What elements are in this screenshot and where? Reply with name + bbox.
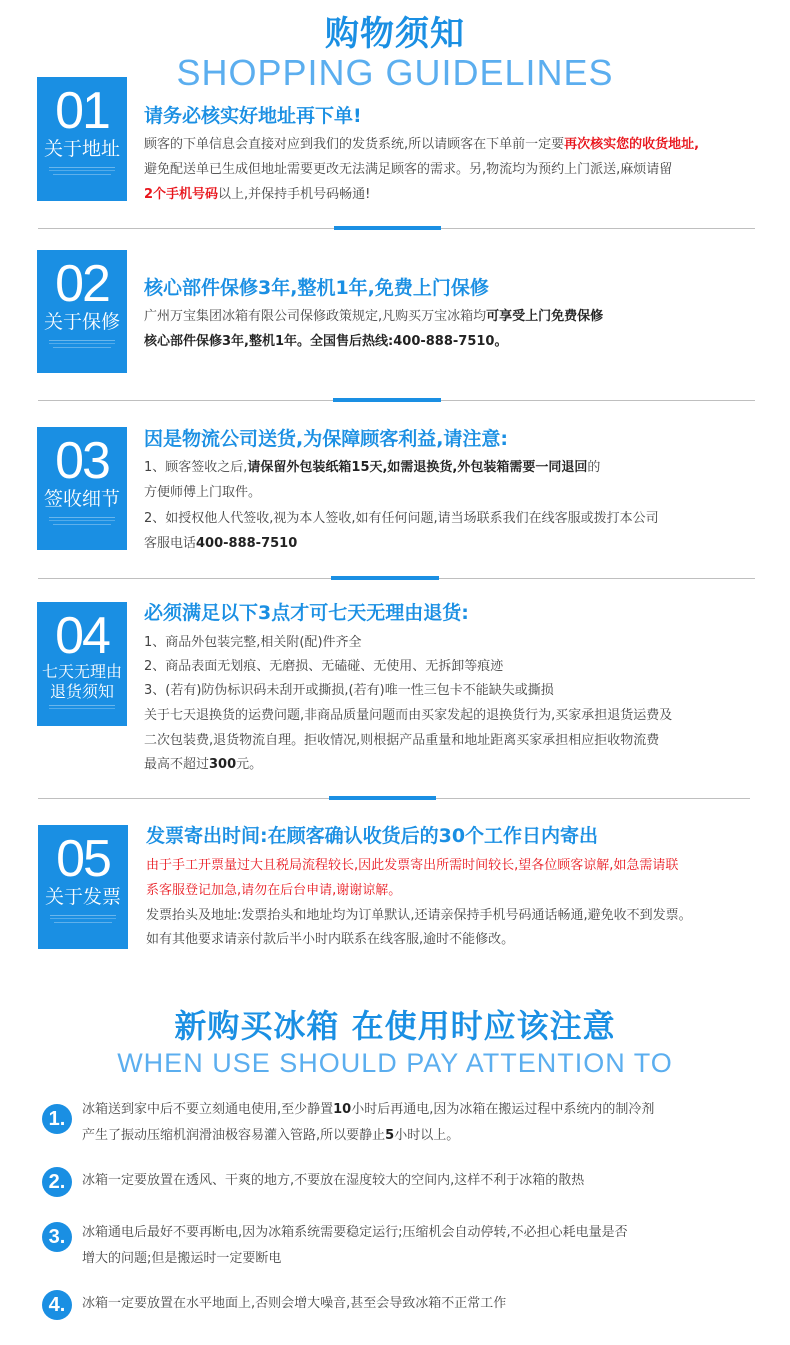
decor-lines [49,167,115,171]
decor-lines [49,340,115,344]
section-text-line: 由于手工开票量过大且税局流程较长,因此发票寄出所需时间较长,望各位顾客谅解,如急需请联 [146,858,679,873]
divider-accent [329,796,436,800]
section-label: 关于地址 [43,138,120,160]
section-badge-02 [37,250,127,373]
highlight-text: 再次核实您的收货地址, [564,137,700,152]
section-text-line: 1、顾客签收之后,请保留外包装纸箱15天,如需退换货,外包装箱需要一同退回的 [144,460,601,475]
section-label: 关于发票 [44,886,121,908]
decor-lines [49,705,115,709]
section-number: 03 [55,432,109,490]
section-label: 退货须知 [49,682,114,701]
divider-accent [331,576,439,580]
section-badge-01 [37,77,127,201]
note-text-line: 增大的问题;但是搬运时一定要断电 [82,1251,282,1266]
section-text-line: 1、商品外包装完整,相关附(配)件齐全 [144,635,362,650]
section-label: 签收细节 [43,488,120,510]
section-text-line: 关于七天退换货的运费问题,非商品质量问题而由买家发起的退换货行为,买家承担退货运费及 [144,708,673,723]
section-title: 必须满足以下3点才可七天无理由退货: [144,602,469,624]
section-label: 关于保修 [43,311,120,333]
note-number-badge: 3. [42,1222,72,1252]
section-text-line: 最高不超过300元。 [144,757,263,772]
section-number: 01 [55,82,109,140]
section-number: 05 [56,830,110,888]
decor-line [53,347,111,348]
section-badge-03 [37,427,127,550]
section-title: 发票寄出时间:在顾客确认收货后的30个工作日内寄出 [146,825,599,847]
note-text-line: 产生了振动压缩机润滑油极容易灌入管路,所以要静止5小时以上。 [82,1128,460,1143]
section-title: 核心部件保修3年,整机1年,免费上门保修 [144,277,489,299]
page-title: 购物须知 [325,14,465,54]
section-text-line: 如有其他要求请亲付款后半小时内联系在线客服,逾时不能修改。 [146,932,515,947]
section-text-line: 2个手机号码以上,并保持手机号码畅通! [144,187,371,202]
section-badge-04 [37,602,127,726]
highlight-text: 2个手机号码 [144,187,219,202]
section-text-line: 客服电话400-888-7510 [144,536,298,551]
note-text-line: 冰箱通电后最好不要再断电,因为冰箱系统需要稳定运行;压缩机会自动停转,不必担心耗电量是否 [82,1225,628,1240]
section-number: 02 [55,255,109,313]
section-title: 因是物流公司送货,为保障顾客利益,请注意: [144,428,509,450]
section-text-line: 核心部件保修3年,整机1年。全国售后热线:400-888-7510。 [144,334,508,349]
section-text-line: 广州万宝集团冰箱有限公司保修政策规定,凡购买万宝冰箱均可享受上门免费保修 [144,309,604,324]
section-label: 七天无理由 [41,662,122,681]
section-number: 04 [55,607,109,665]
divider-accent [333,398,441,402]
note-number-badge: 2. [42,1167,72,1197]
notes-title: 新购买冰箱 在使用时应该注意 [174,1007,616,1045]
page-subtitle: SHOPPING GUIDELINES [176,52,614,93]
section-text-line: 系客服登记加急,请勿在后台申请,谢谢谅解。 [146,883,402,898]
section-text-line: 3、(若有)防伪标识码未刮开或撕损,(若有)唯一性三包卡不能缺失或撕损 [144,683,554,698]
section-text-line: 二次包装费,退货物流自理。拒收情况,则根据产品重量和地址距离买家承担相应拒收物流费 [144,733,660,748]
section-text-line: 2、商品表面无划痕、无磨损、无磕碰、无使用、无拆卸等痕迹 [144,659,504,674]
section-badge-05 [38,825,128,949]
note-text-line: 冰箱一定要放置在水平地面上,否则会增大噪音,甚至会导致冰箱不正常工作 [82,1296,507,1311]
section-text-line: 2、如授权他人代签收,视为本人签收,如有任何问题,请当场联系我们在线客服或拨打本公司 [144,511,659,526]
decor-line [54,922,112,923]
note-text-line: 冰箱一定要放置在透风、干爽的地方,不要放在湿度较大的空间内,这样不利于冰箱的散热 [82,1173,585,1188]
note-number-badge: 1. [42,1104,72,1134]
decor-lines [50,915,116,919]
section-text-line: 方便师傅上门取件。 [144,485,262,500]
decor-line [53,524,111,525]
notes-subtitle: WHEN USE SHOULD PAY ATTENTION TO [117,1048,673,1078]
divider-accent [334,226,441,230]
decor-line [53,174,111,175]
decor-lines [49,517,115,521]
section-title: 请务必核实好地址再下单! [144,105,362,127]
section-text-line: 顾客的下单信息会直接对应到我们的发货系统,所以请顾客在下单前一定要再次核实您的收货地址, [144,137,700,152]
note-text-line: 冰箱送到家中后不要立刻通电使用,至少静置10小时后再通电,因为冰箱在搬运过程中系统内的制冷剂 [82,1102,655,1117]
note-number-badge: 4. [42,1290,72,1320]
section-text-line: 发票抬头及地址:发票抬头和地址均为订单默认,还请亲保持手机号码通话畅通,避免收不到发票。 [146,908,692,923]
section-text-line: 避免配送单已生成但地址需要更改无法满足顾客的需求。另,物流均为预约上门派送,麻烦请留 [144,162,673,177]
